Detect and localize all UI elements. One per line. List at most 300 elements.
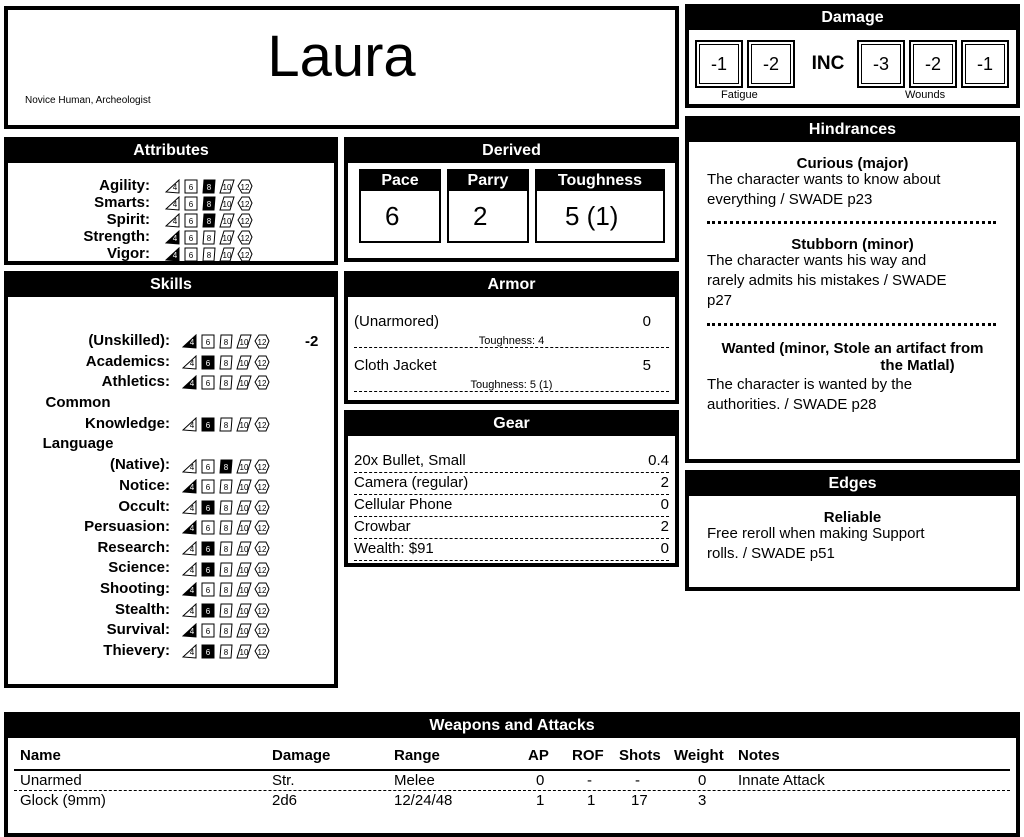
d4-die-icon[interactable] [165,247,181,262]
weapons-header-row [14,747,1010,771]
svg-text:6: 6 [205,462,211,472]
unskilled-modifier: -2 [305,333,319,350]
d6-die-icon[interactable] [200,520,216,535]
d8-die-icon[interactable] [218,623,234,638]
dice-track [182,479,270,494]
skill-label: (Unskilled): [88,332,170,349]
d12-die-icon[interactable] [254,603,270,618]
svg-text:12: 12 [257,545,267,555]
svg-text:12: 12 [257,421,267,431]
svg-text:8: 8 [223,358,229,368]
weapon-rof: - [587,772,592,789]
d4-die-icon[interactable] [182,417,198,432]
d8-die-icon[interactable] [218,355,234,370]
parry-box [447,169,529,243]
dice-track [182,603,270,618]
hindrances-title: Hindrances [689,120,1016,142]
skill-label: Knowledge: [85,414,170,432]
skill-dice [182,602,270,620]
svg-text:8: 8 [223,524,229,534]
skill-dice [182,540,270,558]
skill-dice [182,499,270,517]
d8-die-icon[interactable] [201,196,217,211]
gear-weight: 0 [660,540,669,557]
skill-label: Survival: [106,621,170,639]
svg-text:12: 12 [257,586,267,596]
d10-die-icon[interactable] [236,500,252,515]
d6-die-icon[interactable] [183,230,199,245]
d4-die-icon[interactable] [165,213,181,228]
col-rof: ROF [572,747,604,764]
svg-text:8: 8 [206,251,212,261]
skill-label-line1: Common [45,393,111,411]
name-panel [4,6,679,129]
dice-track [182,355,270,370]
svg-text:10: 10 [222,217,232,227]
pace-label: Pace [361,171,439,191]
d4-die-icon[interactable] [182,500,198,515]
d4-die-icon[interactable] [182,623,198,638]
d8-die-icon[interactable] [201,213,217,228]
d12-die-icon[interactable] [237,230,253,245]
d8-die-icon[interactable] [218,582,234,597]
d8-die-icon[interactable] [218,644,234,659]
wound-box-1[interactable]: -3 [857,40,905,88]
hindrances-panel [685,116,1020,463]
svg-text:12: 12 [240,217,250,227]
weapon-range: 12/24/48 [394,792,453,809]
d12-die-icon[interactable] [254,541,270,556]
edge-name: Reliable [823,509,882,526]
svg-text:4: 4 [189,358,195,368]
d8-die-icon[interactable] [218,541,234,556]
skill-dice [182,643,270,661]
d12-die-icon[interactable] [237,213,253,228]
skill-label: Persuasion: [84,518,170,536]
d12-die-icon[interactable] [237,247,253,262]
d6-die-icon[interactable] [183,213,199,228]
d6-die-icon[interactable] [200,417,216,432]
gear-row [354,496,669,517]
col-notes: Notes [738,747,780,764]
d10-die-icon[interactable] [236,520,252,535]
svg-text:8: 8 [223,338,229,348]
weapon-range: Melee [394,772,435,789]
fatigue-box-1[interactable]: -1 [695,40,743,88]
skill-dice [182,416,270,434]
armor-name: Cloth Jacket [354,357,437,374]
weapons-panel [4,712,1020,837]
d10-die-icon[interactable] [236,562,252,577]
fatigue-label: Fatigue [721,89,758,101]
armor-note: Toughness: 5 (1) [470,379,553,391]
gear-name: 20x Bullet, Small [354,452,466,469]
weapon-notes: Innate Attack [738,772,825,789]
svg-text:10: 10 [239,421,249,431]
gear-list [348,414,675,564]
svg-text:4: 4 [172,217,178,227]
d6-die-icon[interactable] [183,179,199,194]
svg-text:6: 6 [188,251,194,261]
d12-die-icon[interactable] [237,196,253,211]
d4-die-icon[interactable] [182,541,198,556]
hindrance-text: The character wants his way and rarely admits his mistakes / SWADE p27 [707,252,947,309]
gear-row [354,518,669,539]
svg-text:12: 12 [257,606,267,616]
svg-text:6: 6 [205,421,211,431]
svg-text:12: 12 [257,358,267,368]
d10-die-icon[interactable] [219,213,235,228]
armor-value: 0 [642,313,651,330]
d6-die-icon[interactable] [200,375,216,390]
d4-die-icon[interactable] [182,520,198,535]
col-weight: Weight [674,747,724,764]
skills-list [8,275,338,675]
weapon-weight: 0 [698,772,707,789]
svg-text:8: 8 [223,565,229,575]
d6-die-icon[interactable] [200,562,216,577]
d4-die-icon[interactable] [182,479,198,494]
dice-track [182,500,270,515]
d10-die-icon[interactable] [236,541,252,556]
gear-name: Camera (regular) [354,474,469,491]
dice-track [165,213,253,228]
svg-text:12: 12 [257,483,267,493]
svg-text:6: 6 [188,217,194,227]
svg-text:8: 8 [206,200,212,210]
armor-value: 5 [642,357,651,374]
svg-text:12: 12 [240,200,250,210]
col-name: Name [20,747,61,764]
d8-die-icon[interactable] [218,562,234,577]
svg-text:12: 12 [257,565,267,575]
attribute-dice [165,178,253,196]
d12-die-icon[interactable] [254,417,270,432]
svg-text:6: 6 [205,379,211,389]
svg-text:10: 10 [222,234,232,244]
svg-text:12: 12 [240,234,250,244]
pace-box [359,169,441,243]
svg-text:8: 8 [206,183,212,193]
wound-box-3[interactable]: -1 [961,40,1009,88]
d8-die-icon[interactable] [218,500,234,515]
d8-die-icon[interactable] [201,179,217,194]
d12-die-icon[interactable] [254,479,270,494]
svg-text:4: 4 [189,421,195,431]
svg-text:8: 8 [223,379,229,389]
d4-die-icon[interactable] [182,459,198,474]
d4-die-icon[interactable] [165,230,181,245]
d6-die-icon[interactable] [200,644,216,659]
d10-die-icon[interactable] [219,179,235,194]
skill-label: (Native): [109,456,170,474]
attribute-dice [165,212,253,230]
d10-die-icon[interactable] [219,230,235,245]
attribute-label: Strength: [83,228,150,245]
d10-die-icon[interactable] [236,479,252,494]
svg-text:12: 12 [257,338,267,348]
weapon-damage: Str. [272,772,295,789]
d8-die-icon[interactable] [201,247,217,262]
d12-die-icon[interactable] [254,520,270,535]
d8-die-icon[interactable] [218,375,234,390]
d10-die-icon[interactable] [236,417,252,432]
d12-die-icon[interactable] [254,582,270,597]
skill-dice [182,333,270,351]
d4-die-icon[interactable] [182,644,198,659]
gear-name: Wealth: $91 [354,540,434,557]
attributes-title: Attributes [8,141,334,163]
dice-track [165,230,253,245]
armor-name: (Unarmored) [354,313,440,330]
svg-text:6: 6 [188,234,194,244]
d8-die-icon[interactable] [218,520,234,535]
d10-die-icon[interactable] [236,459,252,474]
svg-text:12: 12 [257,503,267,513]
attribute-dice [165,195,253,213]
svg-text:6: 6 [205,648,211,658]
svg-text:8: 8 [223,606,229,616]
d4-die-icon[interactable] [182,334,198,349]
d6-die-icon[interactable] [200,623,216,638]
weapon-ap: 1 [536,792,545,809]
svg-text:8: 8 [223,586,229,596]
d6-die-icon[interactable] [200,479,216,494]
svg-text:10: 10 [239,483,249,493]
skills-title: Skills [8,275,334,297]
d6-die-icon[interactable] [200,603,216,618]
svg-text:8: 8 [206,234,212,244]
svg-text:4: 4 [189,648,195,658]
edges-title: Edges [689,474,1016,496]
d6-die-icon[interactable] [200,582,216,597]
d10-die-icon[interactable] [236,334,252,349]
svg-text:8: 8 [223,545,229,555]
svg-text:6: 6 [188,200,194,210]
svg-text:4: 4 [189,545,195,555]
d8-die-icon[interactable] [218,334,234,349]
edges-panel [685,470,1020,591]
svg-text:12: 12 [257,648,267,658]
svg-text:4: 4 [189,503,195,513]
d12-die-icon[interactable] [254,500,270,515]
d6-die-icon[interactable] [200,355,216,370]
svg-text:6: 6 [205,358,211,368]
armor-note: Toughness: 4 [478,335,545,347]
d8-die-icon[interactable] [218,459,234,474]
dice-track [182,417,270,432]
skill-dice [182,354,270,372]
weapons-title: Weapons and Attacks [8,716,1016,738]
attribute-dice [165,229,253,247]
svg-text:4: 4 [189,462,195,472]
col-damage: Damage [272,747,331,764]
d6-die-icon[interactable] [183,196,199,211]
dice-track [182,459,270,474]
skill-label: Notice: [119,477,170,494]
col-ap: AP [528,747,549,764]
svg-text:4: 4 [189,338,195,348]
armor-panel [344,271,679,404]
wound-box-2[interactable]: -2 [909,40,957,88]
d12-die-icon[interactable] [254,562,270,577]
d4-die-icon[interactable] [182,375,198,390]
d4-die-icon[interactable] [165,196,181,211]
weapon-damage: 2d6 [272,792,298,809]
weapon-name: Unarmed [20,772,82,789]
svg-text:12: 12 [240,183,250,193]
dice-track [182,334,270,349]
derived-panel [344,137,679,262]
svg-text:10: 10 [222,183,232,193]
svg-text:8: 8 [223,648,229,658]
gear-weight: 2 [660,518,669,535]
svg-text:10: 10 [222,251,232,261]
svg-text:6: 6 [205,586,211,596]
svg-text:6: 6 [205,338,211,348]
svg-text:10: 10 [239,503,249,513]
svg-text:10: 10 [239,586,249,596]
d12-die-icon[interactable] [254,644,270,659]
d6-die-icon[interactable] [200,500,216,515]
skill-label: Athletics: [101,373,170,391]
parry-value: 2 [473,201,488,231]
skill-label: Occult: [118,497,170,515]
hindrance-text: The character is wanted by the authorities. / SWADE p28 [707,376,913,413]
d12-die-icon[interactable] [237,179,253,194]
skill-label: Academics: [85,352,170,370]
d10-die-icon[interactable] [219,247,235,262]
gear-weight: 0.4 [648,452,669,469]
skill-dice [182,478,270,496]
hindrance-separator [707,221,996,224]
d12-die-icon[interactable] [254,459,270,474]
gear-panel [344,410,679,567]
hindrance-name: Stubborn (minor) [791,236,914,253]
d8-die-icon[interactable] [218,479,234,494]
hindrance-name: Wanted (minor, Stole an artifact from the Matlal) [721,340,984,374]
dice-track [182,562,270,577]
skill-label-line1: Language [42,435,114,453]
gear-name: Crowbar [354,518,411,535]
gear-row [354,452,669,473]
svg-text:4: 4 [172,183,178,193]
svg-text:4: 4 [189,565,195,575]
d10-die-icon[interactable] [236,603,252,618]
gear-name: Cellular Phone [354,496,453,513]
d10-die-icon[interactable] [236,644,252,659]
damage-title: Damage [689,8,1016,30]
svg-text:8: 8 [206,217,212,227]
d6-die-icon[interactable] [183,247,199,262]
skills-panel [4,271,338,688]
d4-die-icon[interactable] [165,179,181,194]
toughness-label: Toughness [537,171,663,191]
svg-text:6: 6 [205,627,211,637]
dice-track [182,582,270,597]
svg-text:4: 4 [189,379,195,389]
toughness-box [535,169,665,243]
hindrance-text: The character wants to know about everything / SWADE p23 [707,171,941,208]
svg-text:12: 12 [240,251,250,261]
incapacitated-label: INC [811,53,845,74]
svg-text:10: 10 [222,200,232,210]
svg-text:4: 4 [189,586,195,596]
gear-weight: 2 [660,474,669,491]
skill-dice [182,374,270,392]
d6-die-icon[interactable] [200,541,216,556]
parry-label: Parry [449,171,527,191]
attribute-label: Spirit: [106,211,150,228]
svg-text:8: 8 [223,503,229,513]
fatigue-box-2[interactable]: -2 [747,40,795,88]
d4-die-icon[interactable] [182,355,198,370]
attribute-label: Agility: [99,177,150,194]
svg-text:6: 6 [205,503,211,513]
svg-text:8: 8 [223,627,229,637]
svg-text:8: 8 [223,421,229,431]
svg-text:6: 6 [205,606,211,616]
d6-die-icon[interactable] [200,334,216,349]
d10-die-icon[interactable] [236,375,252,390]
svg-text:6: 6 [205,524,211,534]
gear-row [354,474,669,495]
weapon-row [14,772,1010,791]
weapon-row [14,792,1010,810]
d10-die-icon[interactable] [219,196,235,211]
attributes-panel [4,137,338,265]
skill-label: Science: [108,559,170,577]
d12-die-icon[interactable] [254,375,270,390]
armor-title: Armor [348,275,675,297]
d4-die-icon[interactable] [182,582,198,597]
svg-text:4: 4 [172,200,178,210]
skill-label: Research: [97,538,170,556]
d12-die-icon[interactable] [254,623,270,638]
dice-track [182,375,270,390]
gear-title: Gear [348,414,675,436]
skill-label: Shooting: [100,580,170,597]
d8-die-icon[interactable] [218,603,234,618]
weapon-shots: 17 [631,792,648,809]
d12-die-icon[interactable] [254,355,270,370]
d8-die-icon[interactable] [201,230,217,245]
d10-die-icon[interactable] [236,582,252,597]
hindrance-separator [707,323,996,326]
svg-text:10: 10 [239,338,249,348]
svg-text:10: 10 [239,648,249,658]
weapon-shots: - [635,772,640,789]
svg-text:6: 6 [205,545,211,555]
dice-track [165,247,253,262]
svg-text:6: 6 [205,483,211,493]
gear-weight: 0 [660,496,669,513]
d12-die-icon[interactable] [254,334,270,349]
derived-title: Derived [348,141,675,163]
svg-text:10: 10 [239,627,249,637]
d10-die-icon[interactable] [236,623,252,638]
d4-die-icon[interactable] [182,562,198,577]
svg-text:8: 8 [223,483,229,493]
d6-die-icon[interactable] [200,459,216,474]
weapon-name: Glock (9mm) [20,792,106,809]
svg-text:4: 4 [172,251,178,261]
skill-dice [182,519,270,537]
svg-text:10: 10 [239,358,249,368]
d4-die-icon[interactable] [182,603,198,618]
d8-die-icon[interactable] [218,417,234,432]
d10-die-icon[interactable] [236,355,252,370]
